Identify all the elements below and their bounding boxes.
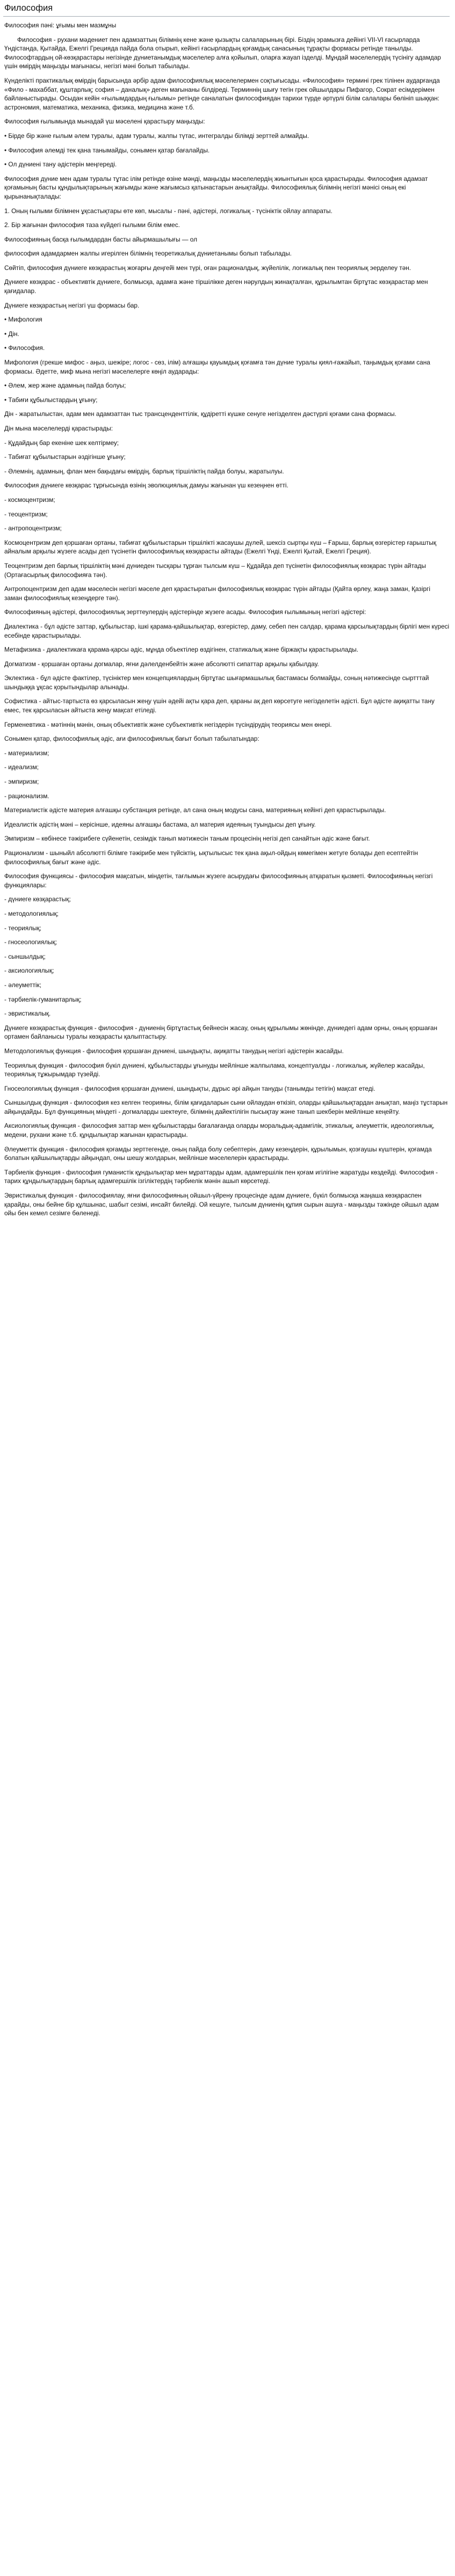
paragraph: • Бірде бір және ғылым әлем туралы, адам туралы, жалпы түтас, интегралды білімді зерттей алмайды. (4, 132, 309, 140)
paragraph: Мифология (грекше мифос - аңыз, шежіре; логос - сөз, ілім) алғашқы қауымдық қоғамға тән дүние туралы қиял-ғажайып, таңымдық қоғами сана формасы. Әдетте, миф мына негізгі мәселелерге көңіл аударады: (4, 359, 430, 375)
paragraph: - антропоцентризм; (4, 524, 62, 532)
paragraph: Метафизика - диалектикаға қарама-қарсы әдіс, мұнда объектілер өздігінен, статикалық және біржақты қарастырылады. (4, 646, 359, 654)
paragraph: - дүниеге көзқарастық; (4, 895, 71, 903)
paragraph: Сонымен қатар, философиялық әдіс, ағи философиялық бағыт болып табылатындар: (4, 735, 259, 743)
paragraph: Герменевтика - мәтіннің мәнін, оның объективтік және субъективтік негіздерін түсіндірудің теориясы мен өнері. (4, 720, 332, 728)
paragraph: Күнделікті практикалық өмірдің барысында әрбір адам философиялық мәселелермен соқтығысады. «Философия» термині грек тілінен аударғанда «Фило - махаббат, құштарлық; софия – даналық» деген мағынаны білдіреді. Терминнің шығу тегін грек ойшылдары Пифагор, Сократ есімдерімен байланыстырады. Осыдан кейін «ғылымдардың ғылымы» ретінде саналатын философиядан тарихи түрде әртүрлі білім салалары бөлініп шыққан: астрономия, математика, механика, физика, медицина және т.б. (4, 76, 440, 111)
paragraph: - Әлемнің, адамның, флан мен бақыдағы өмірдің, барлық тіршіліктің пайда болуы, жаратылуы. (4, 467, 284, 475)
paragraph: Эклектика - бұл әдісте фактілер, түсініктер мен концепциялардың біртұтас шығармашылық бастамасы болмайды, соның нәтижесінде сыртттай шындыққа ұқсас қорытындылар алынады. (4, 674, 429, 691)
paragraph: Дін - жаратылыстан, адам мен адамзаттан тыс трансценденттілік, құдіретті күшке сенуге негізделген дәстүрлі қоғами сана формасы. (4, 410, 396, 418)
paragraph: - әлеуметтік; (4, 981, 41, 989)
paragraph: - тәрбиелік-гуманитарлық; (4, 995, 82, 1003)
paragraph: • Әлем, жер және адамның пайда болуы; (4, 382, 126, 390)
paragraph: Сыншылдық функция - философия кез келген теорияны, білім қағидаларын сыни ойлаудан өткізіп, оларды қайшылықтардан анықтап, маңіз тұстарын айқындайды. Бұл функцияның міндеті - догмаларды шектеуге, білімнің дайектілігін пысықтау және танып шекберін мейлінше кеңейту. (4, 1099, 448, 1115)
paragraph: Эмпиризм – көбінесе тәжірибеге сүйенетін, сезімдік танып мәтижесін таным процесінің негізі деп санайтын әдіс және бағыт. (4, 835, 370, 843)
paragraph: 1. Оның ғылыми білімнен ұқсастықтары өте көп, мысалы - пәні, әдістері, логикалық - түсініктік ойлау аппараты. (4, 207, 333, 215)
paragraph: 2. Бір жағынан философия таза күйдегі ғылыми білім емес. (4, 221, 180, 229)
paragraph: Философия дүние мен адам туралы тұтас ілім ретінде өзіне мәнді, маңызды мәселелердің жиынтығын қоса қарастырады. Философия адамзат қоғамының басты құндылықтарының жағымды және жағымсыз қатынастарын анықтайды. Философиялық білімнің негізгі мәнісі оның екі қырынанықталады: (4, 174, 428, 200)
paragraph: Космоцентризм деп қоршаған ортаны, табиғат құбылыстарын тіршілікті жасаушы дүлей, шексіз сыртқы күш – Ғарыш, барлық өзгерістер ғарыштық айналым арқылы жүзеге асады деп түсінетін философиялық көзқарасты айтады (Ежелгі Үнді, Ежелгі Қытай, Ежелгі Греция). (4, 538, 437, 556)
paragraph: Философия пәні: ұғымы мен мазмұны (4, 21, 117, 29)
paragraph: Философия дүниеге көзқарас тұрғысында өзінің эволюциялық дамуы жағынан үш кезеңнен өтті. (4, 481, 288, 490)
title-divider (3, 16, 450, 17)
paragraph: - материализм; (4, 749, 49, 757)
article-body (3, 21, 450, 1218)
paragraph: Философия - рухани мәдениет пен адамзаттың білімнің кене және қызықты салаларының бірі. Біздің эрамызға дейінгі VII-VI ғасырларда Үндістанда, Қытайда, Ежелгі Грецияда пайда бола отырып, кейінгі ғасырлардың қоғамдық санасының тұрақты формасы ретінде танылды. Философтардың ой-көзқарастары негізінде дүниетанымдық мәселелер алға қойылып, оларға жауап ізделді. Мұндай мәселелердің түсінігу адамдар үшін өмірдің маңызды мағынасы, негізгі мәні болып табылады. (4, 35, 441, 70)
paragraph: Сөйтіп, философия дүниеге көзқарастың жоғарғы деңгейі мен түрі, оған рационалдық, жүйелілік, логикалық пен теориялық эерделеу тән. (4, 264, 411, 272)
paragraph: Софистика - айтыс-тартыста өз қарсыласын жеңу үшін әдейі ақты қара деп, қараны ақ деп көрсетуге негізделетін әдісті. Бұл әдісте ақиқатты тану емес, тек қарсыласын айтыста жеңу мақсат етіледі. (4, 697, 435, 714)
paragraph: Антропоцентризм деп адам мәселесін негізгі мәселе деп қарастыратын философиялық көзқарас түрін айтады (Қайта өрлеу, жаңа заман, Қазіргі заман философиялық кезеңдерге тән). (4, 585, 430, 602)
paragraph: - гносеологиялық; (4, 938, 57, 946)
paragraph: Тәрбиелік функция - философия гуманистік құндылықтар мен мұраттарды адам, адамгершілік пен қоғам игілігіне жаратуды көздейді. Философия - тарих құндылықтардың барлық адамгершілік ізгіліктердің тәрбиелік мәнін ашып көрсетеді. (4, 1168, 438, 1185)
paragraph: Дүниеге көзқарастың негізгі үш формасы бар. (4, 301, 140, 309)
page (0, 0, 455, 1218)
paragraph: • Дін. (4, 330, 19, 338)
paragraph: - сыншылдық; (4, 952, 46, 960)
paragraph: - методологиялық; (4, 909, 59, 917)
paragraph: Материалистік әдісте материя алғашқы субстанция ретінде, ал сана оның модусы сана, материяның кейінгі деп қарастырылады. (4, 806, 386, 814)
paragraph: - эмпиризм; (4, 778, 39, 786)
paragraph: Дүниеге көзқарас - объективтік дүниеге, болмысқа, адамға және тіршілікке деген нәрулдың жинақталған, құрылымтан біртұтас көзқарастар мен қағидалар. (4, 278, 428, 295)
paragraph: Философияның әдістері, философиялық зерттеулердің әдістерінде жүзеге асады. Философия ғылымының негізгі әдістері: (4, 608, 366, 616)
paragraph: Аксиологиялық функция - философия заттар мен құбылыстарды бағалағанда оларды моральдық-адамгілік, этикалық, әлеуметтік, идеологиялық, медени, рухани және т.б. құндылықтар жағынан қарастырады. (4, 1122, 435, 1139)
paragraph: Дін мына мәселелерді қарастырады: (4, 425, 113, 432)
paragraph: Теориялық функция - философия бүкіл дүниені, құбылыстарды ұғынуды мейлінше жалпылама, концептуалды - логикалық, жүйелер жасайды, теориялық тұжырымдар түзейді. (4, 1061, 425, 1078)
paragraph: Теоцентризм деп барлық тіршіліктің мәні дүниеден тысқары тұрған тылсым күш – Құдайда деп түсінетін философиялық көзқарас түрін айтады (Ортағасырлық философияға тән). (4, 561, 426, 579)
paragraph: Догматизм - қоршаған ортаны догмалар, яғни дәлелденбейтін және абсолютті сипаттар арқылы қабылдау. (4, 660, 319, 668)
page-title: Философия (4, 3, 53, 13)
paragraph: • Ол дүниені тану әдістерін меңгереді. (4, 160, 117, 169)
paragraph: - эвристикалық. (4, 1010, 51, 1018)
paragraph: • Мифология (4, 316, 42, 324)
paragraph: Әлеуметтік функция - философия қоғамды зерттегенде, оның пайда болу себептерін, даму кезеңдерін, құрылымын, қозғаушы күштерін, қоғамда болатын қайшылықтарды айқындап, оны шешу жолдарын, мейлінше мәселелерін қарастырады. (4, 1145, 432, 1162)
paragraph: - теоцентризм; (4, 510, 48, 518)
paragraph: Идеалистік әдістің мәні – керісінше, идеяны алғашқы бастама, ал материя идеяның туындысы деп ұғыну. (4, 820, 316, 828)
paragraph: Эвристикалық функция - философиялау, яғни философияның ойшыл-үйрену процесінде адам дүниеге, бүкіл болмысқа жаңаша көзқараспен қарайды, оны бейне бір құлшынас, шабыт сезімі, инсайт билейді. Ой кешуге, тылсым дүниенің құпия сырын ашуға - маңызды тәжінде ойшыл адам ойы бен кемел сезімге бөленеді. (4, 1192, 439, 1217)
paragraph: • Философия. (4, 344, 45, 352)
paragraph: Диалектика - бұл әдісте заттар, құбылыстар, ішкі қарама-қайшылықтар, өзгерістер, даму, себеп пен салдар, қарама қарсылықтардың бірлігі мен күресі есебінде қарастырылады. (4, 622, 450, 639)
paragraph: • Философия әлемді тек қана танымайды, сонымен қатар бағалайды. (4, 146, 210, 154)
paragraph: - Табиғат құбылыстарын әздігінше ұғыну; (4, 453, 126, 461)
paragraph: Философияның басқа ғылымдардан басты айырмашылығы — ол (4, 235, 197, 243)
paragraph: - теориялық; (4, 924, 41, 932)
paragraph: философия адамдармен жалпы игерілген білімнің теоретикалық дүниетанымы болып табылады. (4, 250, 292, 258)
paragraph: - космоцентризм; (4, 495, 55, 503)
paragraph: - идеализм; (4, 763, 39, 771)
paragraph: - аксиологиялық; (4, 967, 54, 975)
paragraph: Философия ғылымында мынадай үш мәселені қарастыру маңызды: (4, 118, 205, 126)
paragraph: • Табиғи құбылыстардың ұғыну; (4, 396, 98, 404)
paragraph: Методологиялық функция - философия қоршаған дүниені, шындықты, ақиқатты танудың негізгі әдістерін жасайды. (4, 1047, 344, 1055)
paragraph: Рационализм - шыныйл абсолютті білімге тәжірибе мен түйсіктің, ықтылысыс тек қана ақыл-ойдың көмегімен жетуге болады деп есептейтін философиялық бағыт және әдіс. (4, 849, 418, 866)
paragraph: Дүниеге көзқарастық функция - философия - дүниенің біртұтастық бейнесін жасау, оның құрылымы жөнінде, дүниедегі адам орны, оның қоршаған ортамен байланысы туралы көзқарасты қалыптастыру. (4, 1024, 437, 1041)
paragraph: - Құдайдың бар екеніне шек келтірмеу; (4, 439, 119, 447)
paragraph: Философия функциясы - философия мақсатын, міндетін, тағлымын жүзеге асырудағы философияның атқаратын қызметі. Философияның негізгі функциялары: (4, 872, 433, 889)
paragraph: - рационализм. (4, 792, 49, 800)
paragraph: Гносеологиялық функция - философия қоршаған дүниені, шындықты, дұрыс әрі айқын тануды (танымды тетігін) мақсат етеді. (4, 1084, 375, 1092)
